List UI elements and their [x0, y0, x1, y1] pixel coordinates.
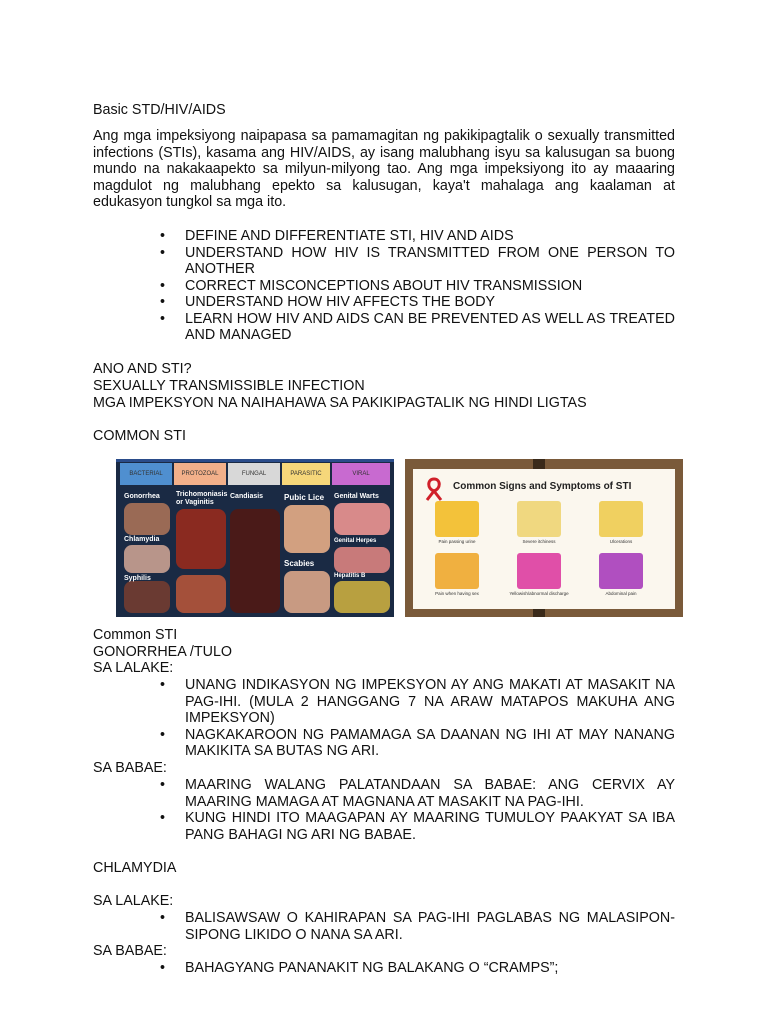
photo-trichomoniasis: [176, 509, 226, 569]
symptoms-title: Common Signs and Symptoms of STI: [453, 481, 632, 492]
label-syphilis: Syphilis: [124, 575, 151, 582]
symptom-ulcerations: [599, 501, 643, 537]
symptom-pain-urine: [435, 501, 479, 537]
caption-abdominal-pain: Abdominal pain: [605, 591, 637, 596]
common-sti-heading: COMMON STI: [93, 428, 186, 444]
photo-candiasis: [230, 509, 280, 613]
symptom-abdominal-pain: [599, 553, 643, 589]
objective-item: • LEARN HOW HIV AND AIDS CAN BE PREVENTED AS WELL AS TREATED AND MANAGED: [93, 311, 675, 344]
symptom-pain-sex: [435, 553, 479, 589]
photo-pubic-lice: [284, 505, 330, 553]
sti-definition: MGA IMPEKSYON NA NAIHAHAWA SA PAKIKIPAGTALIK NG HINDI LIGTAS: [93, 395, 587, 411]
symptom-item: • KUNG HINDI ITO MAAGAPAN AY MAARING TUMULOY PAAKYAT SA IBA PANG BAHAGI NG ARI NG BABAE.: [93, 810, 675, 843]
symptom-itchiness: [517, 501, 561, 537]
header-protozoal: PROTOZOAL: [174, 463, 226, 485]
sti-symptoms-image: [405, 459, 683, 617]
photo-protozoal-2: [176, 575, 226, 613]
caption-itchiness: Severe itchiness: [522, 539, 556, 544]
header-bacterial: BACTERIAL: [120, 463, 172, 485]
chlamydia-male-label: SA LALAKE:: [93, 893, 174, 909]
chlamydia-female-label: SA BABAE:: [93, 943, 167, 959]
symptom-item: • MAARING WALANG PALATANDAAN SA BABAE: ANG CERVIX AY MAARING MAMAGA AT MAGNANA AT MASAKIT NA PAG-IHI.: [93, 777, 675, 810]
objective-item: • UNDERSTAND HOW HIV AFFECTS THE BODY: [93, 294, 675, 311]
symptom-item: • UNANG INDIKASYON NG IMPEKSYON AY ANG MAKATI AT MASAKIT NA PAG-IHI. (MULA 2 HANGGANG 7 NA ARAW MATAPOS MAKUHA ANG IMPEKSYON): [93, 677, 675, 727]
sti-types-image: [116, 459, 394, 617]
chlamydia-male-list: [93, 910, 675, 943]
symptom-discharge: [517, 553, 561, 589]
label-genital-herpes: Genital Herpes: [334, 538, 377, 544]
caption-pain-urine: Pain passing urine: [438, 539, 476, 544]
caption-ulcerations: Ulcerations: [609, 539, 633, 544]
symptom-item: • BAHAGYANG PANANAKIT NG BALAKANG O “CRAMPS”;: [93, 960, 675, 977]
symptom-item: • BALISAWSAW O KAHIRAPAN SA PAG-IHI PAGLABAS NG MALASIPON-SIPONG LIKIDO O NANA SA ARI.: [93, 910, 675, 943]
chlamydia-female-list: [93, 960, 675, 977]
label-gonorrhea: Gonorrhea: [124, 493, 160, 500]
figures-row: [116, 459, 682, 619]
label-candiasis: Candiasis: [230, 493, 264, 500]
photo-syphilis: [124, 581, 170, 613]
label-scabies: Scabies: [284, 559, 315, 568]
photo-chlamydia: [124, 545, 170, 573]
objectives-list: [93, 228, 675, 344]
label-pubic-lice: Pubic Lice: [284, 493, 325, 502]
sti-question: ANO AND STI?: [93, 361, 192, 377]
intro-paragraph: Ang mga impeksiyong naipapasa sa pamamagitan ng pakikipagtalik o sexually transmitted infections (STIs), kasama ang HIV/AIDS, ay isang malubhang isyu sa kalusugan sa buong mundo na nakakaapekto sa milyun-milyong tao. Ang mga impeksiyong ito ay maaaring magdulot ng malubhang epekto sa kalusugan, kaya't mahalaga ang kaalaman at edukasyon tungkol sa mga ito.: [93, 128, 675, 210]
caption-discharge: Yellowish/abnormal discharge: [509, 591, 569, 596]
gonorrhea-male-list: [93, 677, 675, 760]
caption-pain-sex: Pain when having sex: [435, 591, 479, 596]
objective-item: • DEFINE AND DIFFERENTIATE STI, HIV AND AIDS: [93, 228, 675, 245]
image-top-rule: [116, 459, 394, 462]
header-fungal: FUNGAL: [228, 463, 280, 485]
label-chlamydia: Chlamydia: [124, 536, 160, 543]
label-genital-warts: Genital Warts: [334, 493, 379, 500]
label-trichomoniasis: Trichomoniasis or Vaginitis: [176, 491, 228, 506]
gonorrhea-female-label: SA BABAE:: [93, 760, 167, 776]
gonorrhea-heading: GONORRHEA /TULO: [93, 644, 233, 660]
photo-gonorrhea: [124, 503, 170, 535]
gonorrhea-male-label: SA LALAKE:: [93, 660, 174, 676]
objective-item: • CORRECT MISCONCEPTIONS ABOUT HIV TRANSMISSION: [93, 278, 675, 295]
label-hepatitis-b: Hepatitis B: [334, 573, 366, 579]
objective-item: • UNDERSTAND HOW HIV IS TRANSMITTED FROM ONE PERSON TO ANOTHER: [93, 245, 675, 278]
photo-genital-warts: [334, 503, 390, 535]
symptom-item: • NAGKAKAROON NG PAMAMAGA SA DAANAN NG IHI AT MAY NANANG MAKIKITA SA BUTAS NG ARI.: [93, 727, 675, 760]
sti-term: SEXUALLY TRANSMISSIBLE INFECTION: [93, 378, 365, 394]
photo-genital-herpes: [334, 547, 390, 573]
document-title: Basic STD/HIV/AIDS: [93, 102, 226, 118]
photo-scabies: [284, 571, 330, 613]
red-ribbon-icon: [423, 477, 445, 501]
header-parasitic: PARASITIC: [282, 463, 330, 485]
photo-hepatitis-b: [334, 581, 390, 613]
gonorrhea-female-list: [93, 777, 675, 843]
chlamydia-heading: CHLAMYDIA: [93, 860, 177, 876]
header-viral: VIRAL: [332, 463, 390, 485]
common-sti-caption: Common STI: [93, 627, 178, 643]
